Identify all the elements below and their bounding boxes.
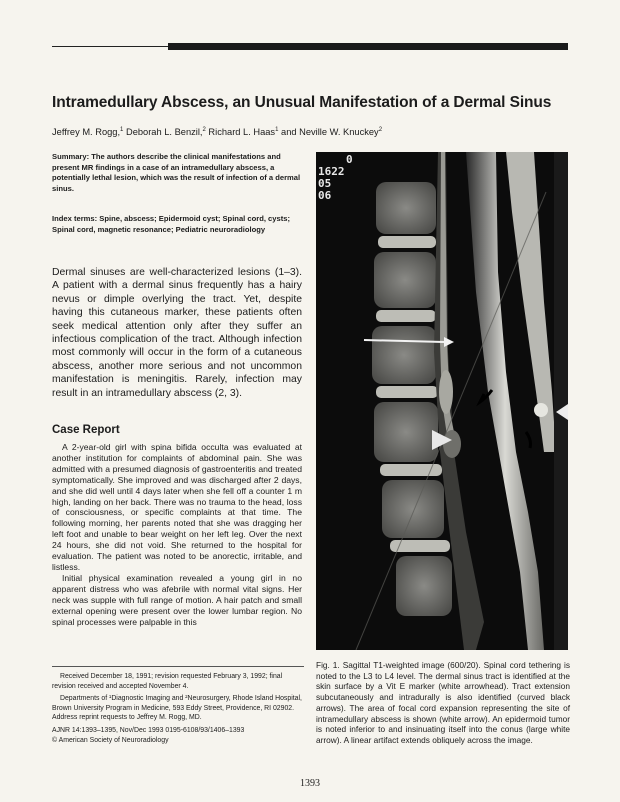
mri-overlay-text: 05 (318, 177, 332, 190)
author-name: Deborah L. Benzil, (125, 127, 203, 138)
article-title: Intramedullary Abscess, an Unusual Manifestation of a Dermal Sinus (52, 94, 552, 111)
skin-edge (554, 152, 568, 650)
footnotes (52, 672, 304, 745)
author-name: and Neville W. Knuckey (281, 127, 379, 138)
abstract-summary: Summary: The authors describe the clinical manifestations and present MR findings in a case of an intramedullary abscess, a potentially lethal lesion, which was the result of infection of a dermal sinus. (52, 152, 301, 193)
mri-figure (316, 152, 568, 650)
vit-e-marker (534, 403, 548, 417)
index-terms: Index terms: Spine, abscess; Epidermoid cyst; Spinal cord, cysts; Spinal cord, magnetic resonance; Pediatric neuroradiology (52, 214, 291, 234)
footnote-citation: AJNR 14:1393–1395, Nov/Dec 1993 0195-6108/93/1406–1393 (52, 726, 245, 734)
mri-overlay-text: 0 (346, 153, 353, 166)
author-name: Jeffrey M. Rogg, (52, 127, 121, 138)
author-list (52, 127, 572, 137)
body-paragraph: A 2-year-old girl with spina bifida occulta was evaluated at another institution for complaints of abdominal pain. She was admitted with a presumed diagnosis of gastroenteritis and treated symptomatically. She improved and was discharged after 2 days, and she did well until 4 days later when she fell off a counter 1 m high, landing on her back. There was no trauma to the head, loss of consciousness, or specific complaints at that time. The following morning, her parents noted that she was dragging her left foot and unable to bear weight on her left leg. Over the next 24 hours, she did not void. She returned to the hospital for evaluation. The patient was noted to be anorectic, irritable, and listless. (52, 442, 302, 572)
footnote-departments: Departments of ¹Diagnostic Imaging and ²Neurosurgery, Rhode Island Hospital, Brown University Program in Medicine, 593 Eddy Street, Providence, RI 02902. Address reprint requests to Jeffrey M. Rogg, MD. (52, 695, 302, 722)
cord-expansion (439, 370, 453, 414)
mri-image (316, 152, 568, 650)
body-paragraph: Initial physical examination revealed a young girl in no apparent distress who was afebrile with normal vital signs. Her neck was supple with full range of motion. A hair patch and small external opening were present over the lower lumbar region. No spinal processes were palpable in this (52, 572, 302, 627)
mri-overlay-text: 06 (318, 189, 332, 202)
figure-caption: Fig. 1. Sagittal T1-weighted image (600/20). Spinal cord tethering is noted to the L3 to L4 level. The dermal sinus tract is identified at the skin surface by a Vit E marker (white arrowhead). Tract extension subcutaneously and intradurally is also identified (curved black arrows). The area of focal cord expansion representing the site of intramedullary abscess is shown (white arrow). An epidermoid tumor is noted inferior to and insinuating itself into the conus (large white arrow). A linear artifact extends obliquely across the image. (316, 660, 570, 745)
footnote-rule (52, 666, 304, 667)
page-number: 1393 (300, 778, 320, 789)
intro-paragraph: Dermal sinuses are well-characterized lesions (1–3). A patient with a dermal sinus frequently has a hairy nevus or dimple overlying the tract. Yet, despite having this cutaneous marker, these patients often seek medical attention only after they suffer an infectious complication of the tract. Although infection most commonly will occur in the form of a cutaneous abscess, another more serious and not uncommon manifestation is meningitis. Rarely, infection may result in an intramedullary abscess (2, 3). (52, 267, 302, 399)
footnote-received: Received December 18, 1991; revision requested February 3, 1992; final revision received and accepted November 4. (52, 673, 283, 690)
mri-overlay-text: 1622 (318, 165, 345, 178)
affiliation-mark: 1 (275, 127, 279, 133)
section-heading-case-report: Case Report (52, 424, 120, 436)
author-name: Richard L. Haas (208, 127, 276, 138)
footnote-copyright: © American Society of Neuroradiology (52, 736, 169, 744)
affiliation-mark: 1 (120, 127, 124, 133)
header-rule-thick (168, 43, 568, 50)
affiliation-mark: 2 (202, 127, 206, 133)
affiliation-mark: 2 (378, 127, 383, 133)
case-report-body (52, 442, 302, 627)
